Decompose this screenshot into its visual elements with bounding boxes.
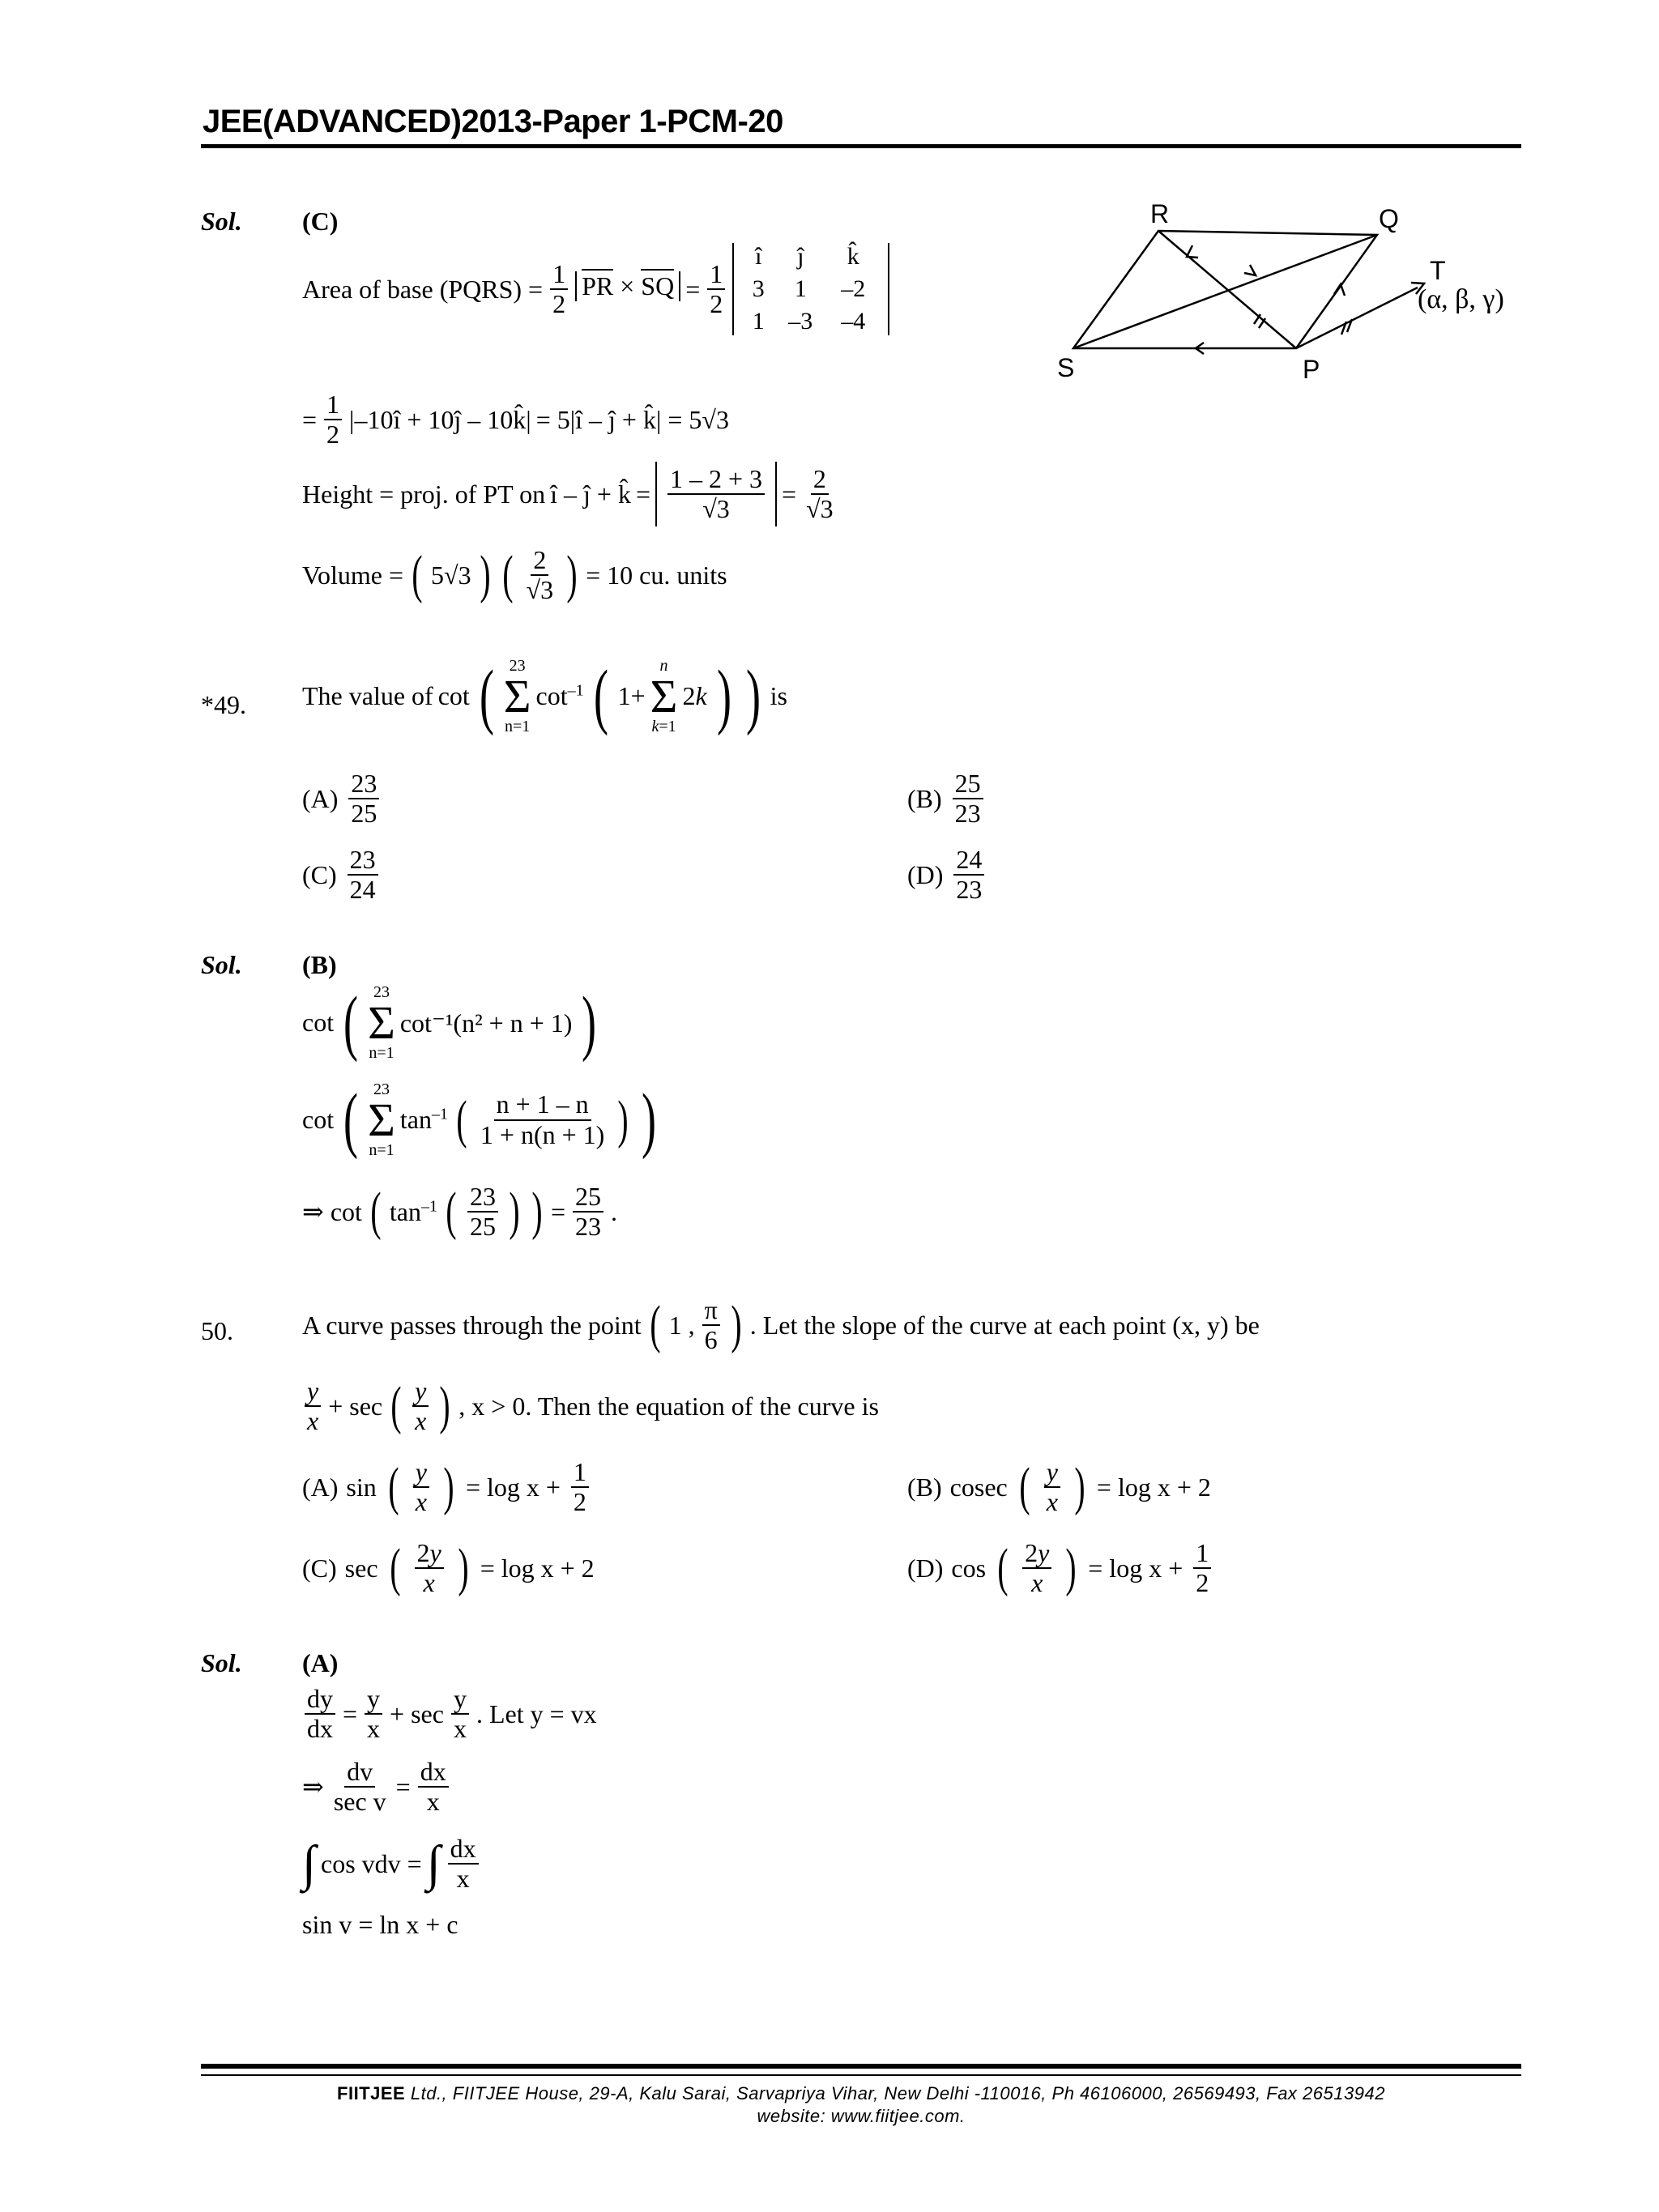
option-b[interactable]: (B) cosec ( $\frac{y}{x}$ ) = log x + 2 xyxy=(907,1457,1211,1517)
option-c[interactable]: (C) sec ( $\frac{2y}{x}$ ) = log x + 2 xyxy=(302,1538,595,1598)
solution-label: Sol. xyxy=(201,950,242,979)
option-d[interactable]: (D) cos ( $\frac{2y}{x}$ ) = log x + $\frac{1}{2}$ xyxy=(907,1539,1213,1597)
question-number: *49. xyxy=(201,690,246,719)
footer-website: website: www.fiitjee.com. xyxy=(757,2106,966,2126)
label-r: R xyxy=(1150,199,1170,228)
solution-label: Sol. xyxy=(201,1648,242,1677)
solution-step-4: sin v = ln x + c xyxy=(302,1910,458,1939)
label-s: S xyxy=(1057,353,1075,382)
option-b[interactable]: (B) $\frac{25}{23}$ xyxy=(907,769,986,828)
page-header: JEE(ADVANCED)2013-Paper 1-PCM-20 xyxy=(203,104,783,139)
label-t: T xyxy=(1430,256,1446,285)
area-formula: Area of base (PQRS) = $\frac{1}{2}$ PR × SQ = $\frac{1}{2}$ î ĵ k̂ 3 1 –2 1 –3 –4 xyxy=(302,243,889,335)
solution-step-3: ⇒ cot ( $\tan^{-1}$ ( $\frac{23}{25}$ ) ) = $\frac{25}{23}$ . xyxy=(302,1182,617,1242)
volume-formula: Volume = ( 5√3 ) ( $\frac{2}{√3}$ ) = 10 cu. units xyxy=(302,545,727,605)
option-a[interactable]: (A) sin ( $\frac{y}{x}$ ) = log x + $\frac{1}{2}$ xyxy=(302,1458,591,1516)
question-stem: The value of cot ( 23 Σ n=1 $\cot^{-1}$ ( 1+ n Σ k=1 2k ) ) is xyxy=(302,655,787,736)
option-d[interactable]: (D) $\frac{24}{23}$ xyxy=(907,846,987,904)
solution-step-1: $\frac{dy}{dx}$ = $\frac{y}{x}$ + sec $\frac{y}{x}$ . Let y = vx xyxy=(302,1685,597,1743)
determinant: î ĵ k̂ 3 1 –2 1 –3 –4 xyxy=(732,243,889,335)
area-label: Area of base (PQRS) = xyxy=(302,274,544,304)
question-stem-cont: $\frac{y}{x}$ + sec ( $\frac{y}{x}$ ) , x > 0. Then the equation of the curve is xyxy=(302,1377,879,1435)
footer-rule-thin xyxy=(201,2074,1521,2076)
option-c[interactable]: (C) $\frac{23}{24}$ xyxy=(302,846,381,904)
solution-answer: (C) xyxy=(302,207,339,236)
question-number: 50. xyxy=(201,1316,233,1345)
solution-label: Sol. xyxy=(201,207,242,236)
header-rule xyxy=(201,144,1521,148)
solution-step-2: ⇒ $\frac{dv}{\text{sec v}}$ = $\frac{dx}{x}$ xyxy=(302,1758,451,1816)
height-formula: Height = proj. of PT on î – ĵ + k̂ = $\frac{1 - 2 + 3}{√3}$ = $\frac{2}{√3}$ xyxy=(302,462,838,526)
solution-step-3: ∫ cos vdv = ∫ $\frac{dx}{x}$ xyxy=(302,1835,481,1893)
label-p: P xyxy=(1303,355,1320,384)
footer-address: FIITJEE Ltd., FIITJEE House, 29-A, Kalu Sarai, Sarvapriya Vihar, New Delhi -110016, Ph 46106000, 26569493, Fax 26513942 xyxy=(337,2083,1385,2103)
solution-step-1: cot ( 23 Σ n=1 cot⁻¹(n² + n + 1) ) xyxy=(302,982,597,1063)
solution-step-2: cot ( 23 Σ n=1 $\tan^{-1}$ ( $\frac{n + 1 - n}{1 + n(n + 1)}$ ) ) xyxy=(302,1079,657,1160)
label-coords: (α, β, γ) xyxy=(1418,284,1504,314)
solution-answer: (B) xyxy=(302,950,337,979)
area-result: = $\frac{1}{2}$ |–10î + 10ĵ – 10k̂| = 5|î – ĵ + k̂| = 5√3 xyxy=(302,390,729,450)
option-a[interactable]: (A) $\frac{23}{25}$ xyxy=(302,769,382,828)
label-q: Q xyxy=(1379,204,1399,233)
solution-answer: (A) xyxy=(302,1648,339,1677)
footer-rule xyxy=(201,2064,1521,2069)
parallelogram-figure xyxy=(1045,198,1539,385)
question-stem: A curve passes through the point ( 1 , $\frac{\pi}{6}$ ) . Let the slope of the curve at each point (x, y) be xyxy=(302,1295,1260,1355)
